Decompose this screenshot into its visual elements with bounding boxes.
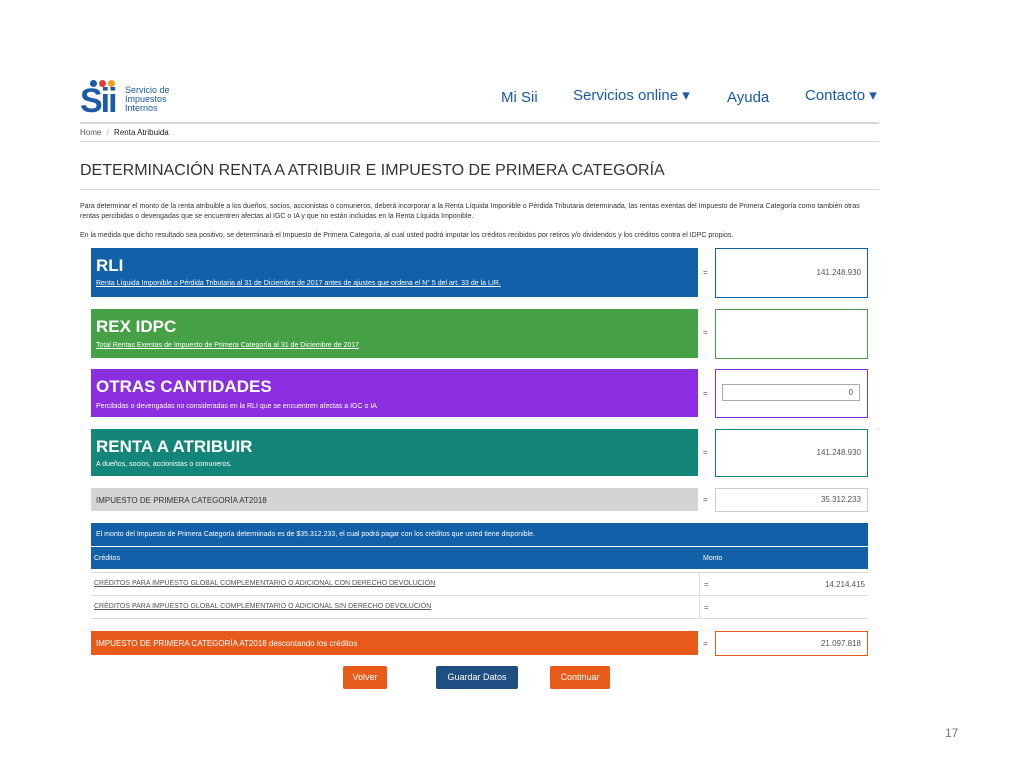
nav-ayuda[interactable] (727, 89, 769, 106)
nav-mi-sii[interactable] (501, 89, 538, 106)
title-divider (80, 189, 879, 190)
logo-text (125, 86, 170, 113)
rli-block (91, 248, 698, 297)
header-divider (80, 122, 879, 124)
breadcrumb-home[interactable]: Home (80, 128, 102, 137)
equals-sign: = (704, 603, 709, 612)
equals-sign: = (703, 448, 708, 457)
breadcrumb (80, 128, 169, 137)
nav-label: Contacto (805, 87, 866, 104)
rli-value: 141.248.930 (715, 248, 868, 298)
impuesto-descontando-bar (91, 631, 698, 655)
guardar-datos-button[interactable]: Guardar Datos (436, 666, 518, 689)
impuesto-value: 35.312.233 (715, 488, 868, 512)
equals-sign: = (703, 639, 708, 648)
chevron-down-icon: ▾ (682, 87, 690, 104)
otras-cantidades-input[interactable] (722, 384, 860, 401)
equals-sign: = (703, 389, 708, 398)
logo-line: Servicio de (125, 85, 170, 95)
credito-con-devolucion-link[interactable]: CRÉDITOS PARA IMPUESTO GLOBAL COMPLEMENTARIO O ADICIONAL CON DERECHO DEVOLUCIÓN (94, 580, 436, 587)
renta-atribuir-subtitle: A dueños, socios, accionistas o comuneros. (96, 461, 232, 468)
creditos-info-text: El monto del Impuesto de Primera Categoría determinado es de $35.312.233, el cual podrá pagar con los créditos que usted tiene disponible. (96, 531, 535, 538)
credito-con-devolucion-value: 14.214.415 (824, 580, 865, 589)
rex-idpc-title: REX IDPC (96, 317, 177, 336)
otras-cantidades-box (715, 369, 868, 418)
chevron-down-icon: ▾ (869, 87, 877, 104)
otras-cantidades-title: OTRAS CANTIDADES (96, 377, 272, 396)
renta-atribuir-block (91, 429, 698, 476)
volver-button[interactable]: Volver (343, 666, 387, 689)
nav-contacto[interactable] (805, 86, 877, 104)
otras-cantidades-subtitle: Percibidas o devengadas no consideradas en la RLI que se encuentren afectas a IGC o IA (96, 403, 377, 410)
breadcrumb-current: Renta Atribuida (114, 128, 169, 137)
page-title: DETERMINACIÓN RENTA A ATRIBUIR E IMPUESTO DE PRIMERA CATEGORÍA (80, 162, 665, 179)
nav-servicios-online[interactable] (573, 86, 690, 104)
rex-idpc-subtitle-link[interactable]: Total Rentas Exentas de Impuesto de Primera Categoría al 31 de Diciembre de 2017 (96, 342, 360, 349)
rex-idpc-value (715, 309, 868, 359)
divider (699, 596, 700, 618)
equals-sign: = (703, 495, 708, 504)
creditos-info-bar (91, 523, 868, 546)
renta-atribuir-value: 141.248.930 (715, 429, 868, 477)
divider (699, 573, 700, 595)
slide-number: 17 (945, 726, 959, 740)
logo-line: Internos (125, 103, 158, 113)
rli-title: RLI (96, 256, 124, 275)
equals-sign: = (704, 580, 709, 589)
nav-label: Mi Sii (501, 89, 538, 106)
otras-cantidades-block (91, 369, 698, 417)
intro-paragraph-1: Para determinar el monto de la renta atribuible a los dueños, socios, accionistas o comuneros, deberá incorporar a la Renta Líquida Imponible o Pérdida Tributaria determinada, las rentas exentas del Impuesto de Primera Categoría como también otras rentas percibidas o devengadas que se encuentren afectas al IGC o IA y que no están incluidas en la Renta Líquida Imponible. (80, 203, 860, 220)
impuesto-label: IMPUESTO DE PRIMERA CATEGORÍA AT2018 (96, 496, 267, 505)
intro-paragraph-2: En la medida que dicho resultado sea positivo, se determinará el Impuesto de Primera Categoría, al cual usted podrá imputar los créditos recibidos por retiros y/o dividendos y los créditos contra el IDPC propios. (80, 232, 734, 239)
renta-atribuir-title: RENTA A ATRIBUIR (96, 437, 253, 456)
col-header-monto: Monto (703, 555, 723, 562)
rex-idpc-block (91, 309, 698, 358)
breadcrumb-divider (80, 141, 879, 142)
impuesto-primera-categoria-bar (91, 488, 698, 511)
breadcrumb-separator: / (106, 128, 109, 137)
logo-line: Impuestos (125, 94, 167, 104)
creditos-table-header (91, 547, 868, 569)
sii-logo[interactable] (80, 80, 120, 118)
table-row (91, 596, 868, 619)
equals-sign: = (703, 328, 708, 337)
equals-sign: = (703, 268, 708, 277)
rli-subtitle-link[interactable]: Renta Líquida Imponible o Pérdida Tributaria al 31 de Diciembre de 2017 antes de ajustes que ordena el N° 5 del art. 33 de la LIR. (96, 280, 501, 287)
nav-label: Ayuda (727, 89, 770, 106)
table-row (91, 572, 868, 596)
col-header-creditos: Créditos (94, 555, 121, 562)
impuesto-descontando-label: IMPUESTO DE PRIMERA CATEGORÍA AT2018 descontando los créditos (96, 639, 358, 648)
credito-sin-devolucion-link[interactable]: CRÉDITOS PARA IMPUESTO GLOBAL COMPLEMENTARIO O ADICIONAL SIN DERECHO DEVOLUCIÓN (94, 603, 432, 610)
impuesto-descontando-value: 21.097.818 (715, 631, 868, 656)
continuar-button[interactable]: Continuar (550, 666, 610, 689)
nav-label: Servicios online (573, 87, 679, 104)
logo-letters: Sii (80, 82, 116, 120)
